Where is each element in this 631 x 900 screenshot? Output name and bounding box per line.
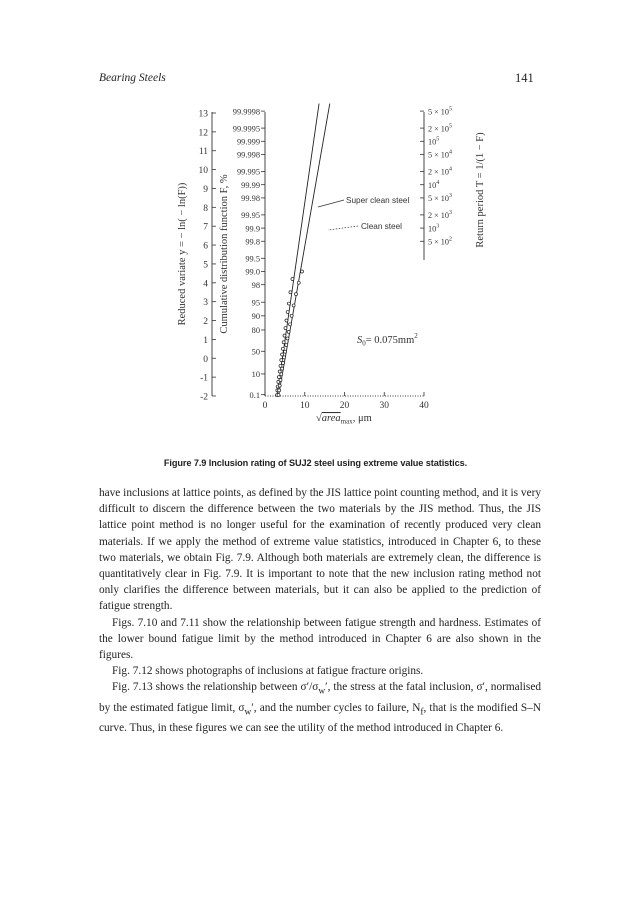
rp-tick-exp-9: 2 (449, 236, 452, 243)
p4-c: ′, and the number cycles to failure, N (251, 701, 421, 714)
paragraph-3: Fig. 7.12 shows photographs of inclusions at fatigue fracture origins. (112, 665, 424, 678)
y-tick-label-11: 2 (203, 317, 208, 328)
series-1-point-8 (284, 350, 287, 353)
rp-tick-exp-3: 4 (449, 149, 452, 156)
rp-tick-exp-8: 3 (436, 223, 440, 230)
series-1-point-4 (280, 373, 283, 376)
series-0-point-9 (281, 347, 284, 350)
rp-tick-mant-3: 5 × 10 (428, 150, 449, 160)
series-0-point-10 (282, 341, 285, 344)
series-1-point-12 (289, 323, 292, 326)
cdf-tick-label-8: 99.9 (245, 224, 260, 234)
p4-a: Fig. 7.13 shows the relationship between σ′/σ (112, 681, 319, 694)
x-tick-label-3: 30 (379, 401, 389, 411)
y-tick-label-10: 3 (203, 298, 208, 309)
series-0-point-6 (279, 364, 282, 367)
y-tick-label-7: 6 (203, 241, 208, 252)
page-number: 141 (515, 71, 534, 85)
y-tick-label-15: -2 (200, 392, 208, 403)
y-tick-label-2: 11 (198, 147, 208, 158)
p4-c-sub: f (420, 707, 424, 718)
y-label-mid: Cumulative distribution function F, % (219, 174, 230, 334)
area-exp: 2 (414, 332, 418, 340)
series-0-point-4 (277, 376, 280, 379)
series-1-point-0 (277, 394, 280, 397)
cdf-tick-label-12: 98 (251, 280, 260, 290)
cdf-tick-label-5: 99.99 (241, 180, 260, 190)
series-1-point-2 (278, 384, 281, 387)
series-0-point-13 (285, 319, 288, 322)
series-0-point-15 (287, 302, 290, 305)
x-label-max: max (340, 417, 353, 426)
paragraph-2: Figs. 7.10 and 7.11 show the relationship between fatigue strength and hardness. Estimates of the lower bound fatigue limit by the method introduced in Chapter 6 are also shown in the figures. (99, 616, 541, 662)
annotation-clean (328, 222, 402, 231)
x-label-sqrt: √ (316, 413, 322, 424)
rp-tick-label-0 (428, 106, 452, 116)
rp-tick-label-2 (428, 137, 439, 147)
cdf-tick-label-11: 99.0 (245, 267, 260, 277)
y-tick-label-1: 12 (198, 128, 208, 139)
figure-caption: Figure 7.9 Inclusion rating of SUJ2 steel using extreme value statistics. (163, 458, 468, 468)
rp-tick-mant-6: 5 × 10 (428, 194, 449, 204)
y-tick-label-5: 8 (203, 203, 208, 214)
cdf-tick-label-14: 90 (251, 312, 260, 322)
rp-tick-label-1 (428, 123, 452, 133)
y-tick-label-0: 13 (198, 109, 208, 120)
series-0-point-12 (284, 327, 287, 330)
series-0-point-17 (291, 278, 294, 281)
series-1-point-9 (285, 344, 288, 347)
cdf-tick-label-18: 0.1 (249, 390, 260, 400)
cdf-tick-label-0: 99.9998 (232, 107, 260, 117)
reduced-variate-ticks (199, 110, 217, 403)
series-1-point-10 (286, 337, 289, 340)
series-0-point-7 (280, 359, 283, 362)
y-tick-label-3: 10 (198, 166, 208, 177)
area-annotation (357, 332, 418, 348)
y-tick-label-8: 5 (203, 260, 208, 271)
return-period-ticks (420, 106, 452, 246)
annotation-super-clean (318, 196, 409, 207)
cdf-tick-label-10: 99.5 (245, 254, 260, 264)
cdf-tick-label-13: 95 (251, 298, 260, 308)
series-1-point-16 (297, 281, 300, 284)
data-series (275, 104, 329, 397)
series-1-point-6 (282, 361, 285, 364)
y-tick-label-9: 4 (203, 279, 208, 290)
series-1-point-15 (295, 293, 298, 296)
cdf-tick-label-15: 80 (251, 326, 260, 336)
rp-tick-mant-2: 10 (428, 137, 437, 147)
cdf-tick-label-2: 99.999 (236, 137, 260, 147)
rp-tick-label-6 (428, 193, 452, 203)
series-0-point-8 (281, 353, 284, 356)
area-s-sub: 0 (362, 339, 366, 348)
p4-b-sub: w (244, 707, 252, 718)
p4-d: , that is the modified S–N curve. Thus, in these figures we can see the utility of the method introduced in Chapter 6. (99, 701, 541, 735)
paragraph-4 (99, 679, 541, 736)
series-1-point-3 (279, 378, 282, 381)
series-0-point-16 (289, 291, 292, 294)
cdf-tick-label-17: 10 (251, 370, 260, 380)
y-tick-label-13: 0 (203, 354, 208, 365)
rp-tick-mant-7: 2 × 10 (428, 211, 449, 221)
area-s: S (357, 335, 363, 346)
series-1-point-5 (281, 367, 284, 370)
rp-tick-exp-4: 4 (449, 166, 452, 173)
rp-tick-label-8 (428, 223, 439, 233)
x-ticks (263, 392, 429, 411)
rp-tick-label-5 (428, 180, 439, 190)
series-1-point-17 (300, 270, 303, 273)
y-tick-label-12: 1 (203, 335, 208, 346)
series-0-point-5 (278, 370, 281, 373)
series-line-0 (277, 104, 319, 396)
x-axis-label (316, 412, 372, 426)
area-value: = 0.075mm (365, 335, 415, 346)
rp-tick-mant-9: 5 × 10 (428, 237, 449, 247)
series-0-point-11 (283, 334, 286, 337)
x-tick-label-2: 20 (339, 401, 350, 411)
x-label-unit: , μm (352, 413, 372, 424)
rp-tick-label-3 (428, 150, 452, 160)
rp-tick-exp-0: 5 (449, 106, 452, 113)
series-0-point-14 (286, 311, 289, 314)
rp-tick-exp-6: 3 (449, 193, 452, 200)
rp-tick-mant-4: 2 × 10 (428, 167, 449, 177)
cdf-tick-label-1: 99.9995 (232, 124, 260, 134)
cdf-tick-label-3: 99.998 (236, 150, 260, 160)
cdf-ticks (233, 107, 265, 400)
series-1-point-14 (292, 304, 295, 307)
body-text (99, 485, 541, 737)
cdf-tick-label-6: 99.98 (241, 194, 260, 204)
rp-tick-label-4 (428, 167, 452, 177)
series-1-point-13 (290, 314, 293, 317)
rp-tick-label-7 (428, 210, 452, 220)
p4-a-sub: w (318, 686, 326, 697)
y-tick-label-14: -1 (200, 373, 208, 384)
x-tick-label-0: 0 (262, 401, 268, 411)
cdf-tick-label-7: 99.95 (241, 211, 260, 221)
label-clean: Clean steel (361, 222, 402, 231)
y-label-right: Return period T = 1/(1 − F) (475, 132, 486, 248)
rp-tick-mant-8: 10 (428, 224, 437, 234)
x-tick-label-1: 10 (300, 401, 310, 411)
cdf-tick-label-9: 99.8 (245, 237, 260, 247)
rp-tick-mant-5: 10 (428, 180, 437, 190)
cdf-tick-label-4: 99.995 (236, 167, 260, 177)
x-tick-label-4: 40 (419, 401, 429, 411)
running-title: Bearing Steels (99, 72, 166, 84)
series-1-point-7 (283, 356, 286, 359)
y-tick-label-4: 9 (203, 184, 208, 195)
y-tick-label-6: 7 (203, 222, 208, 233)
p4-b: ′, the stress at the fatal inclusion, σ′, normalised by the estimated fatigue limit, σ (99, 681, 541, 714)
cdf-tick-label-16: 50 (251, 347, 260, 357)
series-1-point-11 (287, 330, 290, 333)
rp-tick-exp-7: 3 (449, 210, 452, 217)
y-label-left: Reduced variate y = − ln( − ln(F)) (177, 182, 188, 326)
leader-clean (328, 226, 358, 230)
series-1-point-1 (278, 389, 281, 392)
rp-tick-mant-1: 2 × 10 (428, 124, 449, 134)
paragraph-1: have inclusions at lattice points, as defined by the JIS lattice point counting method, and it is very difficult to discern the difference between the two materials by the JIS method. Thus, the JIS lattice point method is no longer useful for the examination of recently produced very clean materials. If we apply the method of extreme value statistics, introduced in Chapter 6, to these two materials, we obtain Fig. 7.9. Although both materials are extremely clean, the difference is quantitatively clear in Fig. 7.9. It is important to note that the new inclusion rating method not only clarifies the difference between materials, but it can also be applied to the prediction of fatigue strength. (99, 487, 541, 613)
rp-tick-mant-0: 5 × 10 (428, 107, 449, 117)
rp-tick-exp-1: 5 (449, 123, 452, 130)
rp-tick-exp-2: 5 (436, 136, 440, 143)
x-label-area: area (321, 413, 341, 424)
leader-super-clean (318, 200, 344, 207)
rp-tick-label-9 (428, 236, 452, 246)
label-super-clean: Super clean steel (346, 196, 410, 205)
rp-tick-exp-5: 4 (436, 179, 440, 186)
